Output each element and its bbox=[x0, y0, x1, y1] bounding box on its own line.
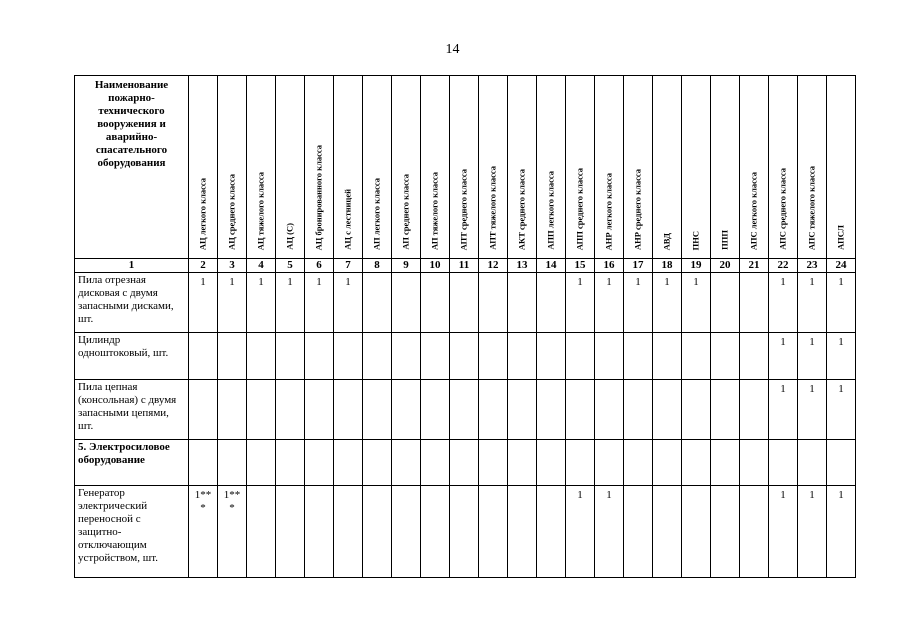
table-cell bbox=[189, 440, 218, 486]
table-cell: 1 bbox=[595, 273, 624, 333]
table-cell bbox=[421, 440, 450, 486]
table-cell bbox=[769, 440, 798, 486]
column-number: 12 bbox=[479, 259, 508, 273]
table-cell bbox=[508, 380, 537, 440]
column-header-label: АП легкого класса bbox=[371, 178, 382, 250]
column-number: 9 bbox=[392, 259, 421, 273]
table-cell bbox=[682, 380, 711, 440]
column-number: 8 bbox=[363, 259, 392, 273]
column-header-label: АКТ среднего класса bbox=[516, 168, 527, 250]
column-number: 21 bbox=[740, 259, 769, 273]
table-cell: 1 bbox=[769, 380, 798, 440]
column-header-cell bbox=[508, 76, 537, 259]
column-number: 19 bbox=[682, 259, 711, 273]
table-cell bbox=[479, 273, 508, 333]
column-number: 10 bbox=[421, 259, 450, 273]
column-header-label: АПСЛ bbox=[835, 225, 846, 250]
table-cell bbox=[537, 380, 566, 440]
column-header-cell bbox=[769, 76, 798, 259]
column-number: 4 bbox=[247, 259, 276, 273]
table-cell bbox=[334, 333, 363, 380]
table-cell: 1 bbox=[798, 486, 827, 578]
table-cell bbox=[479, 380, 508, 440]
column-header-cell bbox=[537, 76, 566, 259]
column-header-cell bbox=[624, 76, 653, 259]
table-cell: 1 bbox=[653, 273, 682, 333]
table-cell bbox=[624, 380, 653, 440]
table-cell: 1 bbox=[624, 273, 653, 333]
column-number: 24 bbox=[827, 259, 856, 273]
column-header-label: АЦ бронированного класса bbox=[313, 144, 324, 250]
column-header-cell bbox=[218, 76, 247, 259]
table-cell: 1 bbox=[276, 273, 305, 333]
column-header-cell bbox=[392, 76, 421, 259]
header-name-cell: Наименование пожарно-технического вооружения и аварийно-спасательного оборудования bbox=[75, 76, 189, 259]
column-number-row bbox=[75, 259, 856, 273]
column-header-cell bbox=[421, 76, 450, 259]
column-header-label: АНР легкого класса bbox=[603, 172, 614, 250]
column-number: 17 bbox=[624, 259, 653, 273]
column-header-label: АП тяжелого класса bbox=[429, 171, 440, 250]
table-cell bbox=[566, 333, 595, 380]
column-header-cell bbox=[479, 76, 508, 259]
table-cell bbox=[508, 333, 537, 380]
column-number: 23 bbox=[798, 259, 827, 273]
table-cell: 1 bbox=[566, 486, 595, 578]
table-cell bbox=[711, 440, 740, 486]
column-header-cell bbox=[247, 76, 276, 259]
table-row bbox=[75, 486, 856, 578]
table-cell bbox=[537, 273, 566, 333]
column-header-cell bbox=[798, 76, 827, 259]
column-number: 5 bbox=[276, 259, 305, 273]
column-header-cell bbox=[276, 76, 305, 259]
table-cell bbox=[682, 486, 711, 578]
column-number: 6 bbox=[305, 259, 334, 273]
table-cell: 1** * bbox=[218, 486, 247, 578]
table-cell bbox=[740, 440, 769, 486]
table-cell bbox=[334, 380, 363, 440]
table-cell bbox=[392, 380, 421, 440]
column-header-cell bbox=[595, 76, 624, 259]
column-header-cell bbox=[189, 76, 218, 259]
equipment-table bbox=[74, 75, 856, 578]
table-cell bbox=[740, 333, 769, 380]
table-cell: 1** * bbox=[189, 486, 218, 578]
row-name: Цилиндр одноштоковый, шт. bbox=[75, 333, 189, 380]
column-header-label: АНР среднего класса bbox=[632, 168, 643, 250]
table-cell bbox=[479, 486, 508, 578]
column-header-label: ППП bbox=[719, 230, 730, 250]
table-cell bbox=[276, 440, 305, 486]
table-cell: 1 bbox=[769, 333, 798, 380]
column-header-label: АПТ среднего класса bbox=[458, 168, 469, 250]
column-number: 7 bbox=[334, 259, 363, 273]
table-cell bbox=[363, 333, 392, 380]
table-cell: 1 bbox=[827, 273, 856, 333]
row-name: Генератор электрический переносной с защитно-отключающим устройством, шт. bbox=[75, 486, 189, 578]
table-cell bbox=[711, 273, 740, 333]
table-cell bbox=[276, 380, 305, 440]
table-cell bbox=[247, 486, 276, 578]
table-cell bbox=[624, 333, 653, 380]
column-number: 20 bbox=[711, 259, 740, 273]
table-cell bbox=[450, 273, 479, 333]
table-cell: 1 bbox=[827, 486, 856, 578]
table-cell bbox=[508, 440, 537, 486]
column-number: 1 bbox=[75, 259, 189, 273]
column-header-label: АЦ с лестницей bbox=[342, 189, 353, 250]
table-cell bbox=[595, 380, 624, 440]
table-cell bbox=[479, 333, 508, 380]
table-row bbox=[75, 273, 856, 333]
table-cell bbox=[624, 486, 653, 578]
table-cell bbox=[363, 440, 392, 486]
table-cell: 1 bbox=[334, 273, 363, 333]
table-cell bbox=[421, 273, 450, 333]
column-header-label: АЦ легкого класса bbox=[197, 177, 208, 250]
column-header-cell bbox=[827, 76, 856, 259]
page-number: 14 bbox=[445, 42, 460, 57]
table-cell: 1 bbox=[798, 273, 827, 333]
table-cell bbox=[363, 273, 392, 333]
column-number: 15 bbox=[566, 259, 595, 273]
column-number: 22 bbox=[769, 259, 798, 273]
table-cell: 1 bbox=[305, 273, 334, 333]
table-cell bbox=[711, 333, 740, 380]
table-cell bbox=[566, 380, 595, 440]
table-cell bbox=[392, 486, 421, 578]
table-cell bbox=[334, 486, 363, 578]
table-cell bbox=[363, 380, 392, 440]
table-cell bbox=[537, 440, 566, 486]
table-cell bbox=[682, 440, 711, 486]
column-header-label: АЦ среднего класса bbox=[226, 174, 237, 250]
table-cell bbox=[247, 333, 276, 380]
table-cell bbox=[189, 333, 218, 380]
table-cell bbox=[218, 440, 247, 486]
column-header-label: АВД bbox=[661, 232, 672, 250]
table-cell bbox=[450, 333, 479, 380]
table-cell: 1 bbox=[247, 273, 276, 333]
table-cell bbox=[247, 440, 276, 486]
column-header-label: АПП среднего класса bbox=[574, 167, 585, 250]
table-cell bbox=[740, 486, 769, 578]
table-row bbox=[75, 333, 856, 380]
table-cell bbox=[653, 440, 682, 486]
table-cell bbox=[595, 333, 624, 380]
column-number: 14 bbox=[537, 259, 566, 273]
table-cell bbox=[653, 380, 682, 440]
table-cell bbox=[537, 333, 566, 380]
column-number: 11 bbox=[450, 259, 479, 273]
table-cell bbox=[682, 333, 711, 380]
table-cell bbox=[334, 440, 363, 486]
column-header-label: АЦ тяжелого класса bbox=[255, 171, 266, 250]
table-cell: 1 bbox=[827, 380, 856, 440]
column-header-cell bbox=[363, 76, 392, 259]
table-cell bbox=[566, 440, 595, 486]
column-header-label: АПС среднего класса bbox=[777, 168, 788, 250]
column-header-cell bbox=[566, 76, 595, 259]
table-cell bbox=[653, 486, 682, 578]
table-cell bbox=[711, 380, 740, 440]
row-name: Пила отрезная дисковая с двумя запасными дисками, шт. bbox=[75, 273, 189, 333]
table-cell bbox=[276, 486, 305, 578]
table-cell bbox=[508, 486, 537, 578]
table-cell bbox=[653, 333, 682, 380]
table-cell: 1 bbox=[595, 486, 624, 578]
table-cell: 1 bbox=[218, 273, 247, 333]
table-cell: 1 bbox=[827, 333, 856, 380]
table-cell bbox=[305, 380, 334, 440]
column-header-cell bbox=[653, 76, 682, 259]
column-number: 16 bbox=[595, 259, 624, 273]
table-cell bbox=[450, 380, 479, 440]
table-cell bbox=[450, 486, 479, 578]
table-cell bbox=[392, 440, 421, 486]
column-header-cell bbox=[450, 76, 479, 259]
column-header-label: АЦ (С) bbox=[284, 223, 295, 250]
column-number: 2 bbox=[189, 259, 218, 273]
table-cell bbox=[218, 380, 247, 440]
table-row bbox=[75, 380, 856, 440]
column-number: 3 bbox=[218, 259, 247, 273]
table-cell bbox=[218, 333, 247, 380]
column-number: 13 bbox=[508, 259, 537, 273]
table-cell bbox=[276, 333, 305, 380]
table-cell: 1 bbox=[769, 273, 798, 333]
column-header-cell bbox=[305, 76, 334, 259]
column-header-cell bbox=[740, 76, 769, 259]
table-cell bbox=[740, 380, 769, 440]
table-cell bbox=[827, 440, 856, 486]
row-name: 5. Электросиловое оборудование bbox=[75, 440, 189, 486]
table-cell bbox=[595, 440, 624, 486]
column-header-label: ПНС bbox=[690, 230, 701, 250]
table-cell bbox=[537, 486, 566, 578]
table-cell: 1 bbox=[798, 380, 827, 440]
column-header-cell bbox=[334, 76, 363, 259]
table-cell bbox=[421, 333, 450, 380]
table-cell bbox=[740, 273, 769, 333]
table-cell bbox=[392, 333, 421, 380]
row-name: Пила цепная (консольная) с двумя запасными цепями, шт. bbox=[75, 380, 189, 440]
table-cell bbox=[247, 380, 276, 440]
table-cell bbox=[479, 440, 508, 486]
table-cell bbox=[798, 440, 827, 486]
column-header-cell bbox=[711, 76, 740, 259]
section-row bbox=[75, 440, 856, 486]
column-header-label: АП среднего класса bbox=[400, 174, 411, 250]
table-cell: 1 bbox=[566, 273, 595, 333]
table-cell bbox=[450, 440, 479, 486]
column-header-label: АПТ тяжелого класса bbox=[487, 166, 498, 250]
column-header-label: АПС тяжелого класса bbox=[806, 165, 817, 250]
column-number: 18 bbox=[653, 259, 682, 273]
table-cell bbox=[711, 486, 740, 578]
table-cell: 1 bbox=[189, 273, 218, 333]
table-cell bbox=[305, 440, 334, 486]
table-cell bbox=[363, 486, 392, 578]
table-cell bbox=[392, 273, 421, 333]
table-cell bbox=[189, 380, 218, 440]
table-cell bbox=[508, 273, 537, 333]
table-cell bbox=[624, 440, 653, 486]
table-cell bbox=[305, 333, 334, 380]
column-header-label: АПП легкого класса bbox=[545, 171, 556, 250]
table-cell: 1 bbox=[769, 486, 798, 578]
header-row bbox=[75, 76, 856, 259]
table-cell bbox=[305, 486, 334, 578]
table-cell: 1 bbox=[682, 273, 711, 333]
table-cell bbox=[421, 380, 450, 440]
column-header-cell bbox=[682, 76, 711, 259]
table-cell: 1 bbox=[798, 333, 827, 380]
column-header-label: АПС легкого класса bbox=[748, 171, 759, 250]
table-cell bbox=[421, 486, 450, 578]
